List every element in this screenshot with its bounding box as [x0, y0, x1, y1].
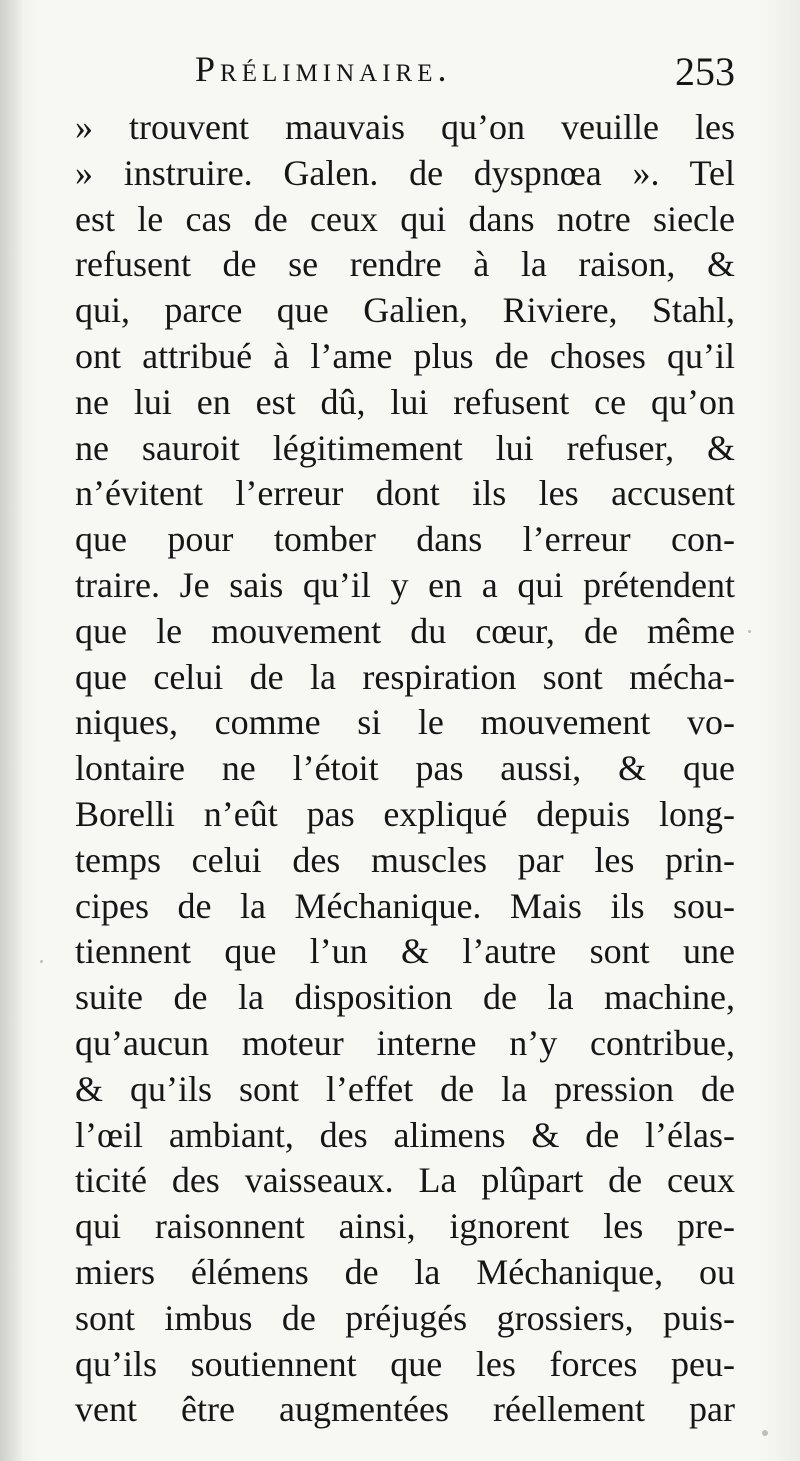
running-title: Préliminaire. — [195, 49, 452, 89]
text-line: qui raisonnent ainsi, ignorent les pre- — [75, 1206, 735, 1247]
text-line: ticité des vaisseaux. La plûpart de ceux — [75, 1160, 735, 1201]
text-line: ne lui en est dû, lui refusent ce qu’on — [75, 381, 735, 422]
text-line: » instruire. Galen. de dyspnœa ». Tel — [75, 152, 735, 193]
text-line: cipes de la Méchanique. Mais ils sou- — [75, 885, 735, 926]
page-gutter-shadow — [0, 0, 22, 1461]
text-line: temps celui des muscles par les prin- — [75, 839, 735, 880]
text-line: qu’aucun moteur interne n’y contribue, — [75, 1022, 735, 1063]
text-line: miers élémens de la Méchanique, ou — [75, 1251, 735, 1292]
text-line: Borelli n’eût pas expliqué depuis long- — [75, 793, 735, 834]
text-line: que celui de la respiration sont mécha- — [75, 656, 735, 697]
text-line: que le mouvement du cœur, de même — [75, 610, 735, 651]
page-number: 253 — [675, 49, 735, 94]
paper-speck — [40, 960, 43, 963]
text-line: qui, parce que Galien, Riviere, Stahl, — [75, 290, 735, 331]
body-text — [75, 105, 735, 1433]
text-line: » trouvent mauvais qu’on veuille les — [75, 107, 735, 147]
paper-speck — [748, 630, 751, 633]
text-line: suite de la disposition de la machine, — [75, 977, 735, 1018]
text-line: qu’ils soutiennent que les forces peu- — [75, 1343, 735, 1384]
text-line: sont imbus de préjugés grossiers, puis- — [75, 1297, 735, 1338]
text-line: traire. Je sais qu’il y en a qui prétendent — [75, 564, 735, 605]
text-line: refusent de se rendre à la raison, & — [75, 244, 735, 285]
text-line: ne sauroit légitimement lui refuser, & — [75, 427, 735, 468]
text-line: n’évitent l’erreur dont ils les accusent — [75, 473, 735, 514]
text-line: tiennent que l’un & l’autre sont une — [75, 931, 735, 972]
text-line: & qu’ils sont l’effet de la pression de — [75, 1068, 735, 1109]
text-line: lontaire ne l’étoit pas aussi, & que — [75, 748, 735, 789]
paper-speck — [762, 1430, 768, 1436]
text-line: niques, comme si le mouvement vo- — [75, 702, 735, 743]
text-line: est le cas de ceux qui dans notre siecle — [75, 198, 735, 239]
text-line: que pour tomber dans l’erreur con- — [75, 519, 735, 560]
text-line: ont attribué à l’ame plus de choses qu’il — [75, 335, 735, 376]
text-line: l’œil ambiant, des alimens & de l’élas- — [75, 1114, 735, 1155]
text-line: vent être augmentées réellement par — [75, 1389, 735, 1430]
page-header — [75, 44, 735, 104]
